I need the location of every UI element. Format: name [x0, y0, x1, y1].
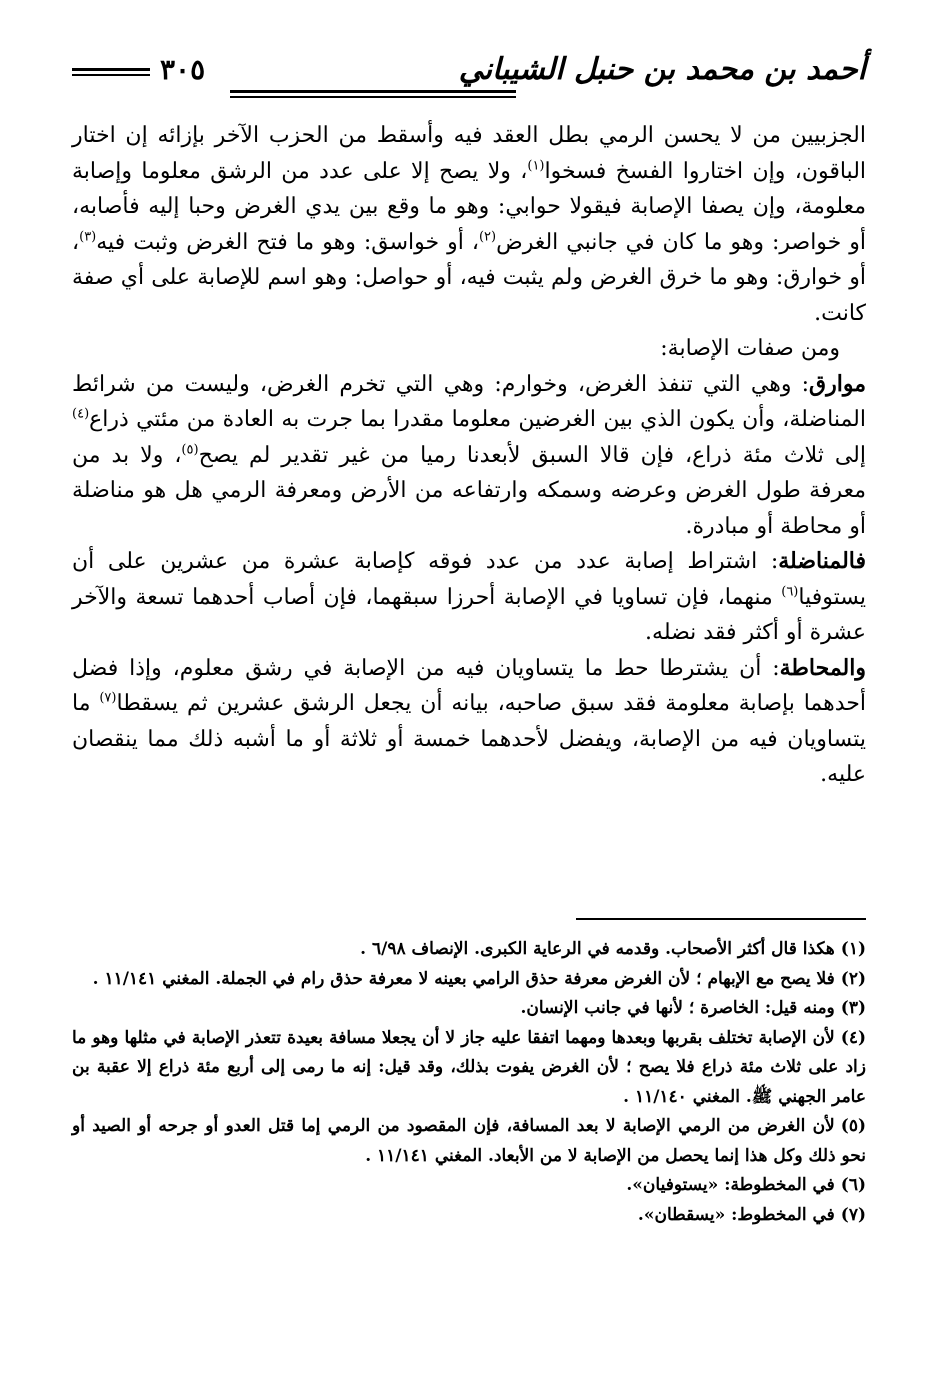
paragraph-4 — [72, 544, 866, 651]
page-number-rule — [72, 68, 150, 76]
term-muhatta: والمحاطة — [779, 654, 866, 681]
text-span: إلى ثلاث مئة ذراع، فإن قالا السبق لأبعدنا رميا من غير تقدير لم يصح — [198, 442, 866, 468]
page-number: ٣٠٥ — [160, 53, 206, 86]
footnote-text: في المخطوط: «يسقطان». — [637, 1204, 835, 1225]
footnote — [72, 994, 866, 1024]
footnote-number: (٣) — [840, 998, 866, 1018]
footnote-text: ومنه قيل: الخاصرة ؛ لأنها في جانب الإنسان. — [520, 998, 835, 1018]
footnotes — [72, 935, 866, 1230]
footnote-number: (٢) — [840, 968, 866, 989]
text-span: الجزبيين من لا يحسن الرمي بطل العقد فيه وأسقط من الحزب الآخر بإزائه إن اختار الباقون، وإن اختاروا الفسخ فسخوا — [72, 123, 867, 184]
page-header — [72, 50, 866, 100]
footnote-text: في المخطوطة: «يستوفيان». — [626, 1175, 835, 1195]
footnote-number: (٥) — [840, 1116, 866, 1136]
text-span: ، أو خوارق: وهو ما خرق الغرض ولم يثبت فيه، أو حواصل: وهو اسم للإصابة على أي صفة كانت. — [72, 229, 866, 326]
text-span: : وهي التي تنفذ الغرض، وخوارم: وهي التي تخرم الغرض، وليست من شرائط المناضلة، وأن يكون الذي بين الغرضين معلوما مقدرا بما جرت به العادة من مئتي ذراع — [72, 371, 866, 432]
paragraph-2: ومن صفات الإصابة: — [660, 336, 840, 361]
running-title: أحمد بن محمد بن حنبل الشيباني — [458, 52, 866, 87]
footnote-ref-1: (١) — [527, 158, 545, 174]
paragraph-1 — [72, 118, 866, 331]
footnote-ref-7: (٧) — [99, 690, 117, 706]
footnote — [72, 1024, 866, 1113]
footnote-text: فلا يصح مع الإبهام ؛ لأن الغرض معرفة حذق الرامي بعينه لا معرفة حذق رام في الجملة. المغني ١١/١٤١ . — [92, 968, 835, 989]
footnote-number: (٧) — [840, 1204, 866, 1225]
text-span: ، أو خواسق: وهو ما فتح الغرض وثبت فيه — [96, 229, 479, 255]
paragraph-3 — [72, 367, 866, 545]
footnote — [72, 1171, 866, 1201]
term-munadala: فالمناضلة — [778, 548, 866, 574]
footnote — [72, 935, 866, 965]
footnote — [72, 965, 866, 995]
footnote-number: (٦) — [840, 1175, 866, 1195]
footnote — [72, 1112, 866, 1171]
footnote-separator — [576, 918, 866, 920]
footnote-ref-4: (٤) — [72, 406, 90, 422]
text-span: منهما، فإن تساويا في الإصابة أحرزا سبقهما، فإن أصاب أحدهما تسعة والآخر عشرة أو أكثر فقد نضله. — [72, 584, 866, 645]
text-span: ما يتساويان فيه من الإصابة، ويفضل لأحدهما خمسة أو ثلاثة أو ما أشبه ذلك مما ينقصان عليه. — [72, 691, 866, 787]
footnote-number: (٤) — [840, 1027, 866, 1048]
footnote-ref-2: (٢) — [478, 229, 497, 245]
text-span: ، ولا يصح إلا على عدد من الرشق معلوما وإصابة معلومة، وإن يصفا الإصابة فيقولا حوابي: وهو ما وقع بين يدي الغرض وحبا إليه فأصابه، أو خواصر: وهو ما كان في جانبي الغرض — [72, 158, 867, 255]
text-span: : أن يشترطا حط ما يتساويان فيه من الإصابة في رشق معلوم، وإذا فضل أحدهما بإصابة معلومة فقد سبق صاحبه، بيانه أن يجعل الرشق عشرين ثم يسقطا — [72, 655, 866, 716]
paragraph-5 — [72, 651, 866, 793]
footnote — [72, 1201, 866, 1231]
footnote-ref-6: (٦) — [781, 584, 799, 600]
footnote-text: لأن الغرض من الرمي الإصابة لا بعد المسافة، فإن المقصود من الرمي إما قتل العدو أو جرحه أو الصيد أو نحو ذلك وكل هذا إنما يحصل من الإصابة لا من الأبعاد. المغني ١١/١٤١ . — [72, 1116, 866, 1166]
footnote-ref-3: (٣) — [79, 229, 97, 245]
header-rule — [230, 90, 516, 98]
footnote-ref-5: (٥) — [181, 442, 199, 458]
main-text — [72, 118, 866, 793]
footnote-text: هكذا قال أكثر الأصحاب. وقدمه في الرعاية الكبرى. الإنصاف ٦/٩٨ . — [360, 939, 835, 959]
term-mawariq: موارق — [809, 370, 866, 397]
footnote-number: (١) — [840, 939, 866, 959]
text-span: ، ولا بد من معرفة طول الغرض وعرضه وسمكه وارتفاعه من الأرض ومعرفة الرمي هل هو مناضلة أو محاطة أو مبادرة. — [72, 442, 866, 539]
footnote-text: لأن الإصابة تختلف بقربها وبعدها ومهما اتفقا عليه جاز لا أن يجعلا مسافة بعيدة تتعذر الإصابة في مثلها وهو ما زاد على ثلاث مئة ذراع فلا يصح ؛ لأن الغرض يفوت بذلك، وقد قيل: إنه ما رمى إلى أربع مئة ذراع إلا عقبة بن عامر الجهني ﷺ. المغني ١١/١٤٠ . — [72, 1027, 866, 1107]
text-span: : اشتراط إصابة عدد من عدد فوقه كإصابة عشرة من عشرين على أن يستوفيا — [72, 549, 866, 610]
